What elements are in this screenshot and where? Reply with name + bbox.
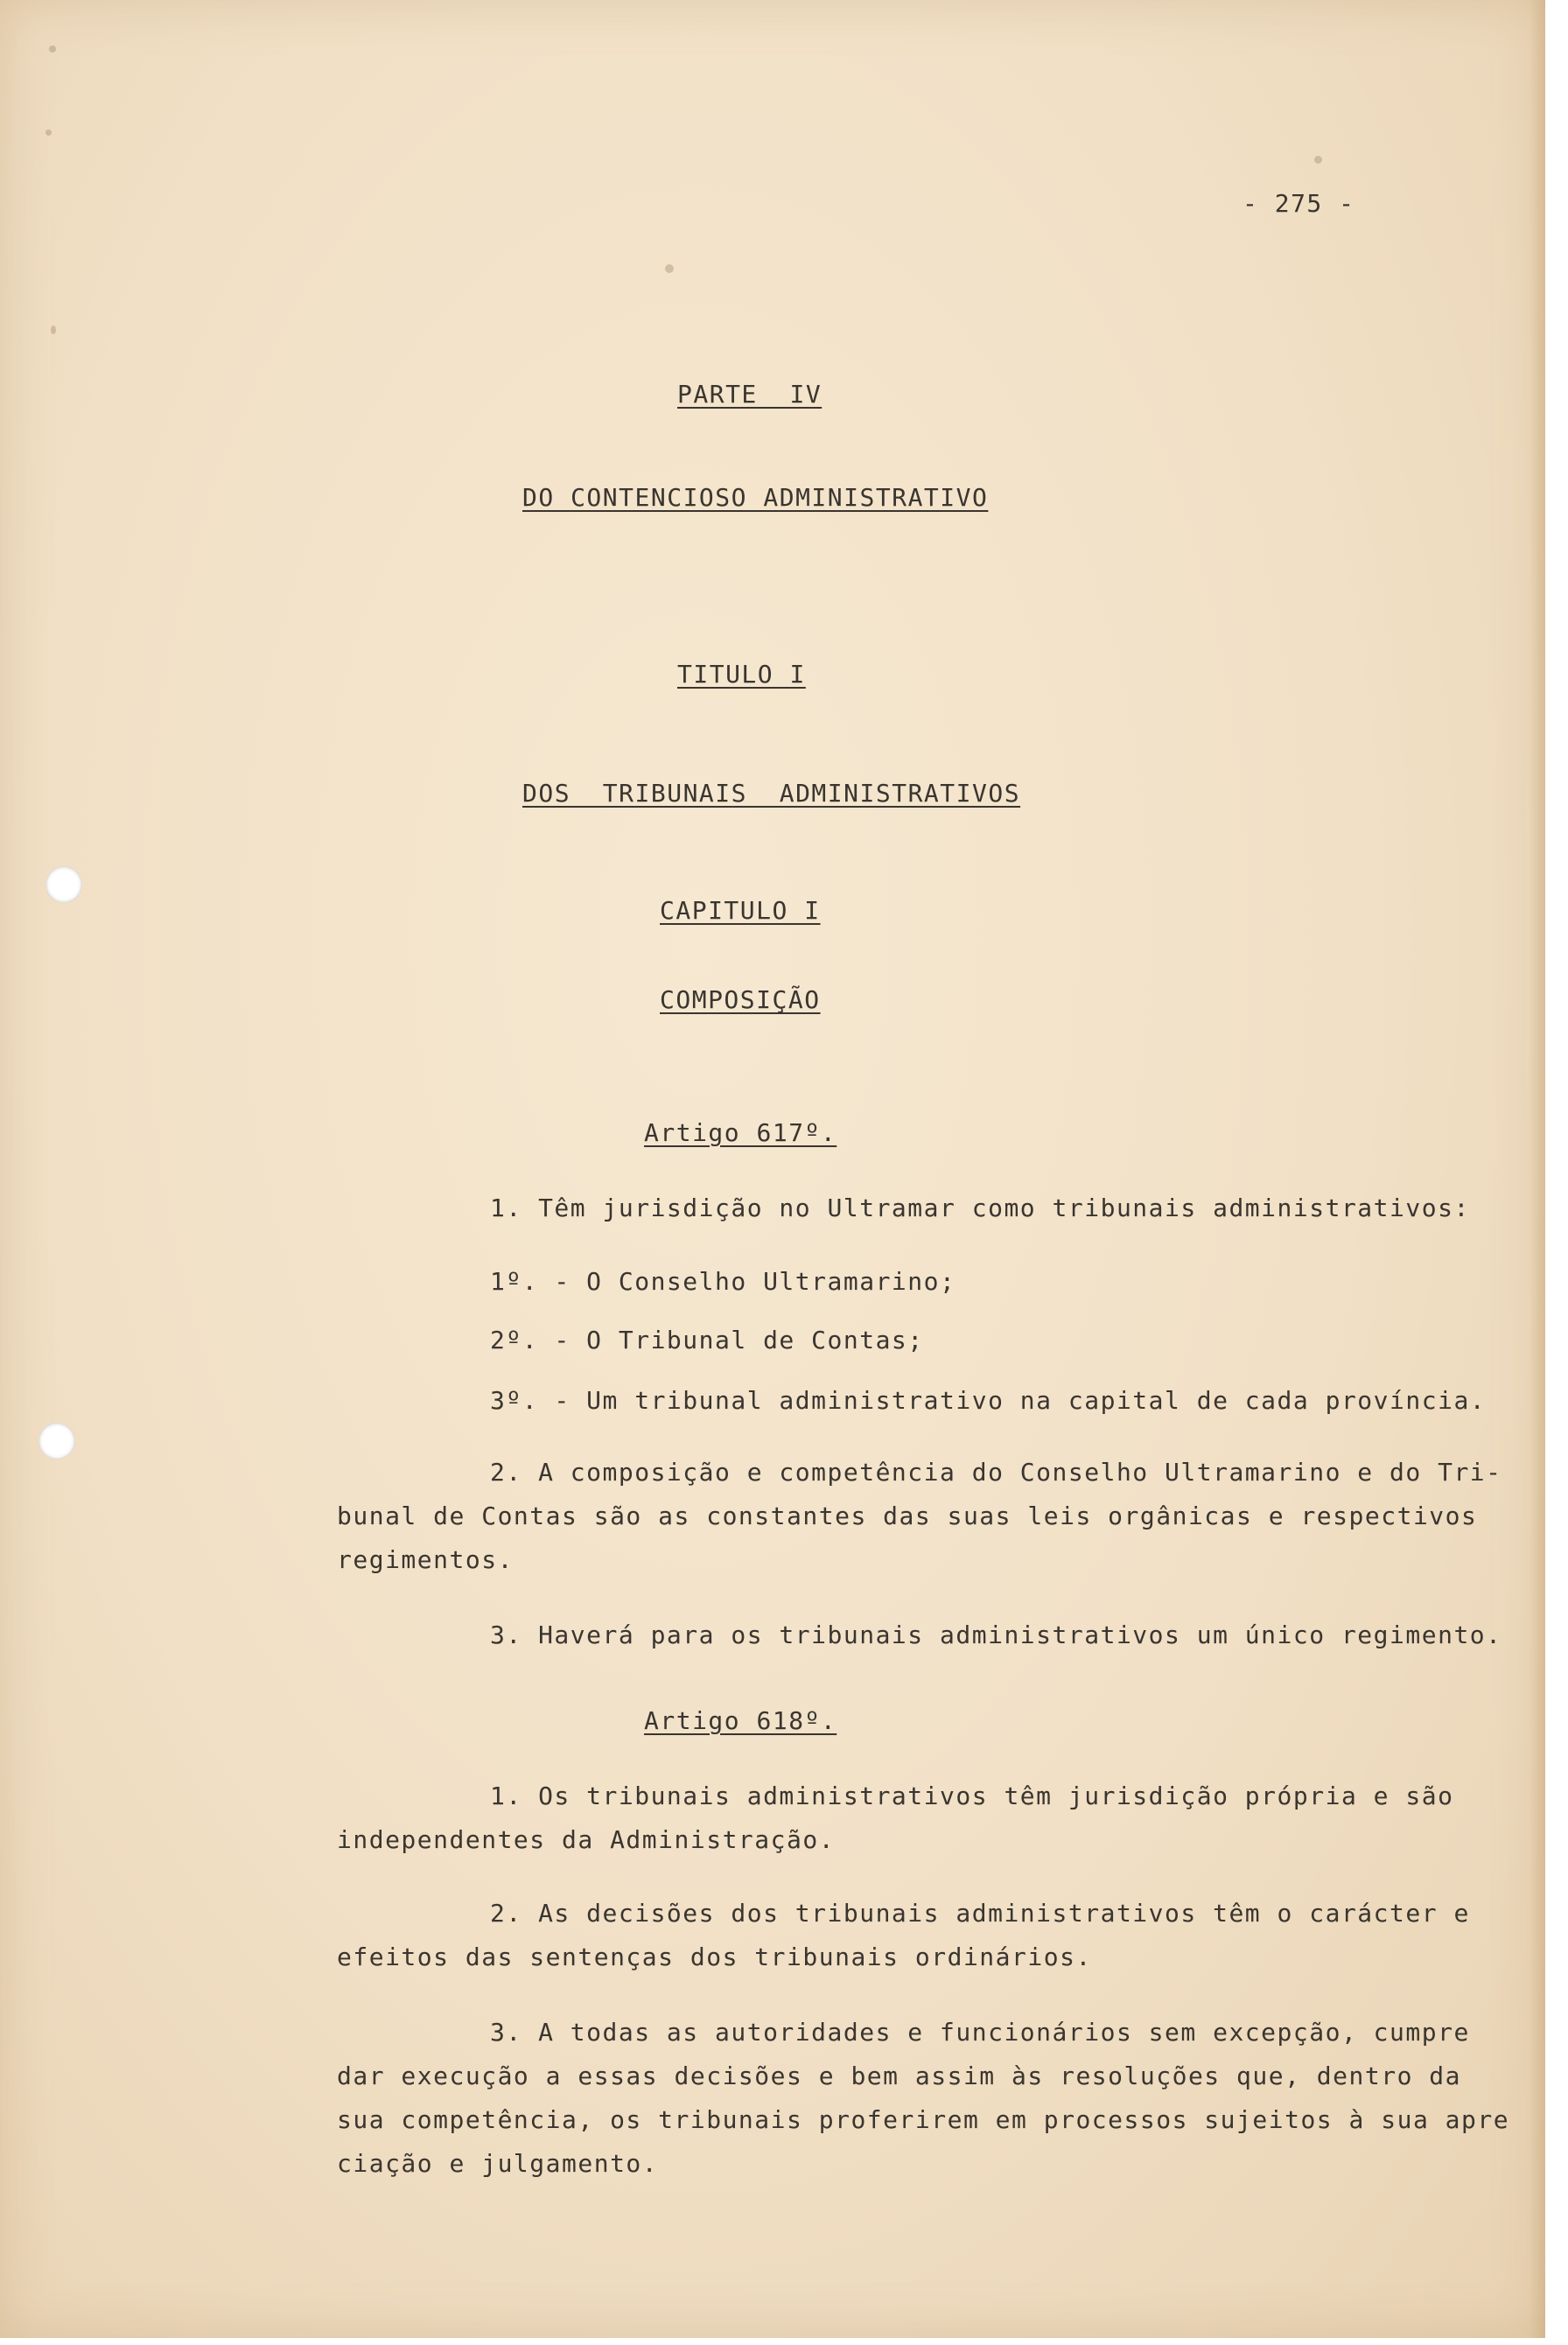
artigo-618-paragraph-3-line-4: ciação e julgamento. bbox=[337, 2149, 659, 2178]
heading-tribunais: DOS TRIBUNAIS ADMINISTRATIVOS bbox=[522, 779, 1021, 808]
punch-hole-top bbox=[46, 866, 82, 903]
artigo-618-paragraph-3-line-3: sua competência, os tribunais proferirem em processos sujeitos à sua apre bbox=[337, 2105, 1510, 2134]
heading-contencioso: DO CONTENCIOSO ADMINISTRATIVO bbox=[522, 483, 989, 512]
stain-spot bbox=[665, 264, 674, 273]
artigo-617-item-2: 2º. - O Tribunal de Contas; bbox=[490, 1326, 924, 1354]
artigo-618-heading: Artigo 618º. bbox=[644, 1706, 837, 1735]
artigo-617-paragraph-2-line-3: regimentos. bbox=[337, 1545, 514, 1574]
page-edge-shadow bbox=[1530, 0, 1545, 2338]
artigo-618-paragraph-2-line-2: efeitos das sentenças dos tribunais ordinários. bbox=[337, 1942, 1092, 1971]
stain-spot bbox=[1314, 156, 1322, 164]
artigo-618-paragraph-2-line-1: 2. As decisões dos tribunais administrativos têm o carácter e bbox=[490, 1899, 1470, 1928]
page-number: - 275 - bbox=[1242, 189, 1355, 218]
artigo-617-paragraph-3: 3. Haverá para os tribunais administrativos um único regimento. bbox=[490, 1620, 1502, 1649]
heading-composicao: COMPOSIÇÃO bbox=[660, 985, 821, 1014]
heading-capitulo: CAPITULO I bbox=[660, 896, 821, 925]
stain-spot bbox=[46, 130, 52, 136]
artigo-618-paragraph-1-line-2: independentes da Administração. bbox=[337, 1825, 836, 1854]
stain-spot bbox=[51, 326, 56, 334]
artigo-617-paragraph-2-line-2: bunal de Contas são as constantes das suas leis orgânicas e respectivos bbox=[337, 1502, 1478, 1530]
heading-parte: PARTE IV bbox=[677, 380, 822, 409]
artigo-617-item-1: 1º. - O Conselho Ultramarino; bbox=[490, 1267, 956, 1296]
artigo-617-item-3: 3º. - Um tribunal administrativo na capital de cada província. bbox=[490, 1386, 1487, 1415]
stain-spot bbox=[49, 46, 56, 52]
artigo-618-paragraph-3-line-2: dar execução a essas decisões e bem assim às resoluções que, dentro da bbox=[337, 2062, 1462, 2090]
heading-titulo: TITULO I bbox=[677, 660, 806, 689]
artigo-618-paragraph-3-line-1: 3. A todas as autoridades e funcionários sem excepção, cumpre bbox=[490, 2018, 1470, 2047]
artigo-617-heading: Artigo 617º. bbox=[644, 1118, 837, 1147]
punch-hole-bottom bbox=[38, 1423, 75, 1460]
artigo-617-paragraph-2-line-1: 2. A composição e competência do Conselho Ultramarino e do Tri- bbox=[490, 1458, 1502, 1487]
artigo-618-paragraph-1-line-1: 1. Os tribunais administrativos têm jurisdição própria e são bbox=[490, 1782, 1454, 1810]
artigo-617-paragraph-1: 1. Têm jurisdição no Ultramar como tribunais administrativos: bbox=[490, 1194, 1470, 1222]
